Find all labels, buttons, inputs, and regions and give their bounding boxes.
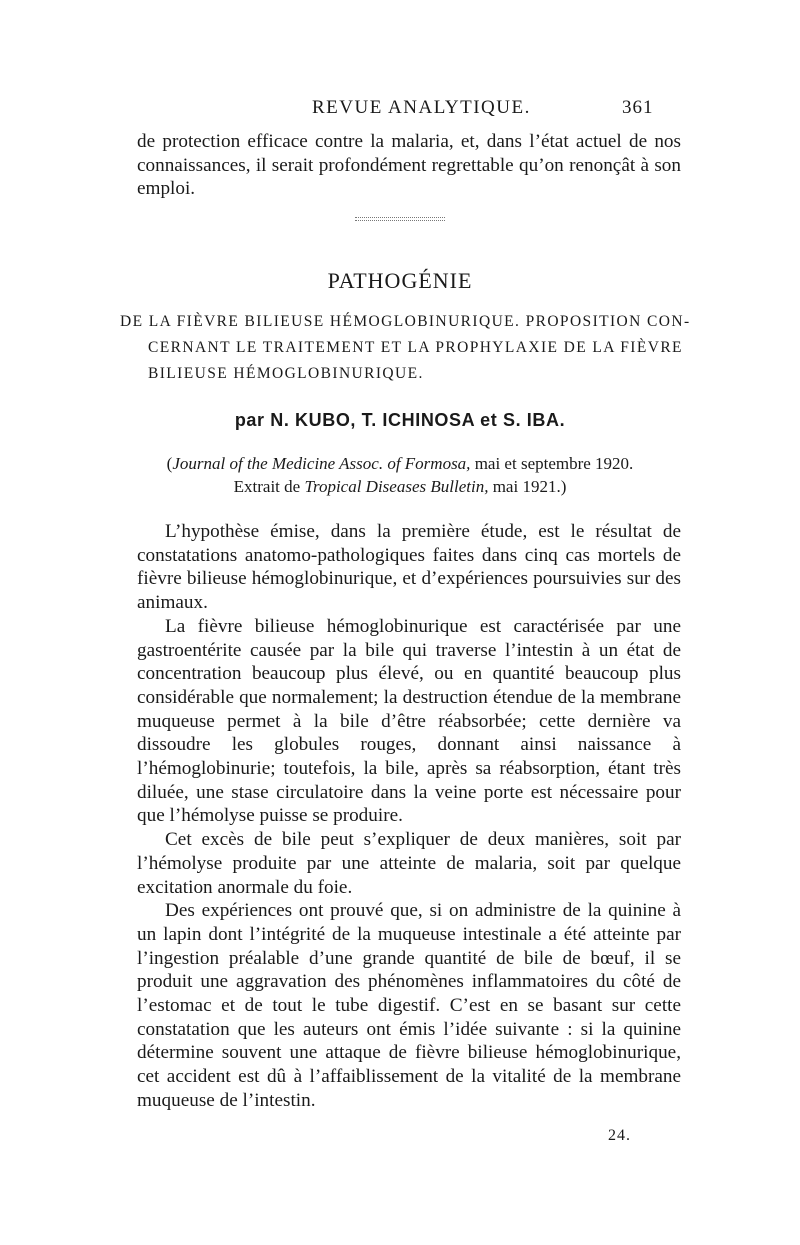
body-paragraph: Cet excès de bile peut s’expliquer de deux manières, soit par l’hémolyse produite par une atteinte de malaria, soit par quelque excitation anormale du foie. xyxy=(137,829,681,898)
extract-prefix: Extrait de xyxy=(233,477,305,496)
subtitle-line: BILIEUSE HÉMOGLOBINURIQUE. xyxy=(148,365,424,382)
source-open-paren: ( xyxy=(166,454,173,473)
body-paragraph: L’hypothèse émise, dans la première étude, est le résultat de constatations anatomo-pathologiques faites dans cinq cas mortels de fièvre bilieuse hémoglobinurique, et d’expériences poursuivies sur des animaux. xyxy=(137,521,681,614)
article-subtitle xyxy=(120,309,691,387)
subtitle-line: CERNANT LE TRAITEMENT ET LA PROPHYLAXIE DE LA FIÈVRE xyxy=(148,339,683,356)
bulletin-name: Tropical Diseases Bulletin, xyxy=(304,477,489,496)
continued-paragraph: de protection efficace contre la malaria, et, dans l’état actuel de nos connaissances, il serait profondément regrettable qu’on renonçât à son emploi. xyxy=(137,131,681,200)
article-source xyxy=(0,452,800,498)
body-paragraph: Des expériences ont prouvé que, si on administre de la quinine à un lapin dont l’intégrité de la muqueuse intestinale a été atteinte par l’ingestion préalable d’une grande quantité de bile de bœuf, il se produit une aggravation des phénomènes inflammatoires du côté de l’estomac et de tout le tube digestif. C’est en se basant sur cette constatation que les auteurs ont émis l’idée suivante : si la quinine détermine souvent une attaque de fièvre bilieuse hémoglobinurique, cet accident est dû à l’affaiblissement de la vitalité de la membrane muqueuse de l’intestin. xyxy=(137,900,681,1111)
article-authors: par N. KUBO, T. ICHINOSA et S. IBA. xyxy=(234,410,566,430)
source-line-journal xyxy=(0,452,800,475)
bulletin-date: mai 1921.) xyxy=(488,477,567,496)
section-divider xyxy=(355,216,445,220)
running-title: REVUE ANALYTIQUE. xyxy=(312,97,531,118)
body-paragraph: La fièvre bilieuse hémoglobinurique est caractérisée par une gastroentérite causée par la bile qui traverse l’intestin à un état de concentration beaucoup plus élevé, ou en quantité beaucoup plus considérable que normalement; la destruction étendue de la membrane muqueuse permet à la bile d’être réabsorbée; cette dernière va dissoudre les globules rouges, donnant ainsi naissance à l’hémoglobinurie; toutefois, la bile, après sa réabsorption, étant très diluée, une stase circulatoire dans la veine porte est nécessaire pour que l’hémolyse puisse se produire. xyxy=(137,615,681,827)
journal-name: Journal of the Medicine Assoc. of Formosa, xyxy=(172,454,471,473)
source-line-bulletin xyxy=(0,475,800,498)
running-header xyxy=(0,97,800,123)
journal-date: mai et septembre 1920. xyxy=(470,454,634,473)
article-title: PATHOGÉNIE xyxy=(327,268,473,293)
printer-signature: 24. xyxy=(608,1127,631,1144)
article-body xyxy=(137,520,681,1113)
page-number: 361 xyxy=(622,97,654,118)
subtitle-line: DE LA FIÈVRE BILIEUSE HÉMOGLOBINURIQUE. PROPOSITION CON- xyxy=(120,313,691,330)
